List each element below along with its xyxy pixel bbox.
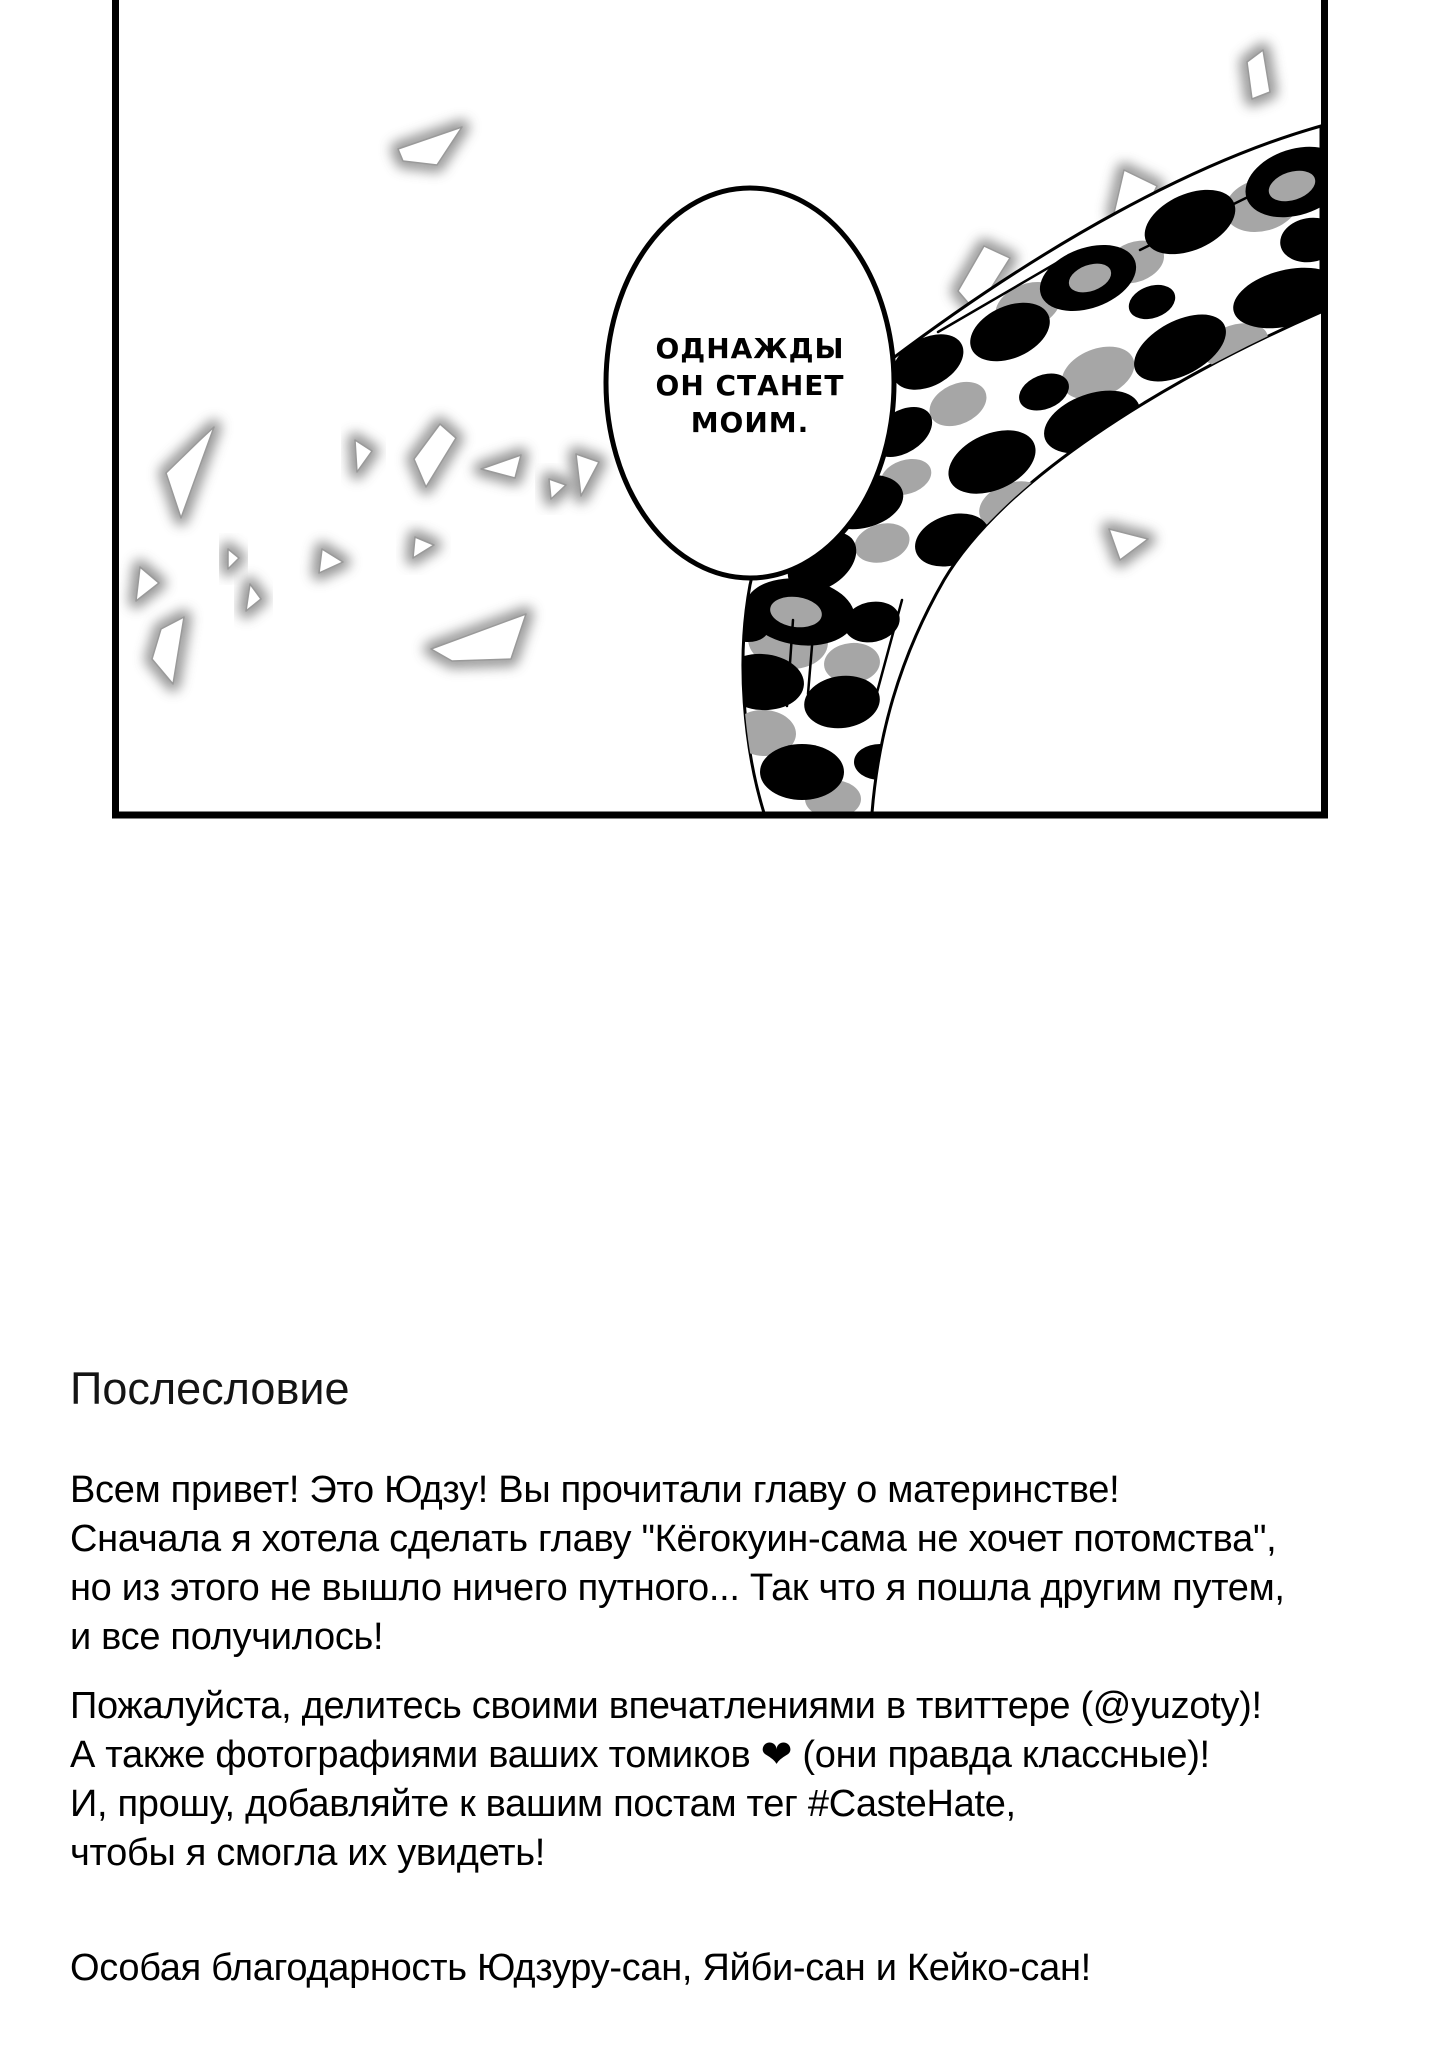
glass-shard xyxy=(481,455,521,478)
bubble-line-1: ОДНАЖДЫ xyxy=(655,332,845,365)
glass-shard xyxy=(136,567,159,601)
afterword-paragraph-1 xyxy=(70,1466,1285,1662)
glass-shard xyxy=(319,549,343,573)
leopard-spot xyxy=(760,744,844,800)
glass-shard xyxy=(152,617,184,684)
glass-shard xyxy=(431,614,526,661)
glass-shard xyxy=(246,584,261,611)
glass-shard xyxy=(166,427,214,518)
glass-shard xyxy=(355,440,372,472)
glass-shard xyxy=(398,127,462,165)
glass-shard xyxy=(228,549,239,569)
bubble-line-3: МОИМ. xyxy=(690,406,810,439)
sketch-line xyxy=(1088,414,1268,506)
afterword-line: чтобы я смогла их увидеть! xyxy=(70,1832,546,1874)
afterword-line: Особая благодарность Юдзуру-сан, Яйби-сан и Кейко-сан! xyxy=(70,1947,1091,1989)
glass-shard xyxy=(549,479,566,499)
glass-shard xyxy=(413,537,434,558)
afterword-line: и все получилось! xyxy=(70,1616,384,1658)
glass-shard xyxy=(576,454,599,496)
afterword-line: Сначала я хотела сделать главу "Кёгокуин-сама не хочет потомства", xyxy=(70,1518,1277,1560)
bubble-line-2: ОН СТАНЕТ xyxy=(655,369,845,402)
glass-shard xyxy=(1109,529,1148,560)
leopard-spot xyxy=(854,744,906,780)
glass-shard xyxy=(414,424,456,487)
afterword-line: Всем привет! Это Юдзу! Вы прочитали главу о материнстве! xyxy=(70,1469,1120,1511)
afterword-line: А также фотографиями ваших томиков ❤ (они правда классные)! xyxy=(70,1734,1210,1776)
afterword-line: Пожалуйста, делитесь своими впечатлениями в твиттере (@yuzoty)! xyxy=(70,1685,1262,1727)
afterword-line: И, прошу, добавляйте к вашим постам тег #CasteHate, xyxy=(70,1783,1016,1825)
speech-bubble-text xyxy=(600,330,900,441)
afterword-paragraph-2 xyxy=(70,1682,1262,1878)
glass-shard xyxy=(1247,50,1270,99)
afterword-line: но из этого не вышло ничего путного... Так что я пошла другим путем, xyxy=(70,1567,1285,1609)
afterword-paragraph-3 xyxy=(70,1944,1091,1993)
afterword-title: Послесловие xyxy=(70,1363,350,1414)
